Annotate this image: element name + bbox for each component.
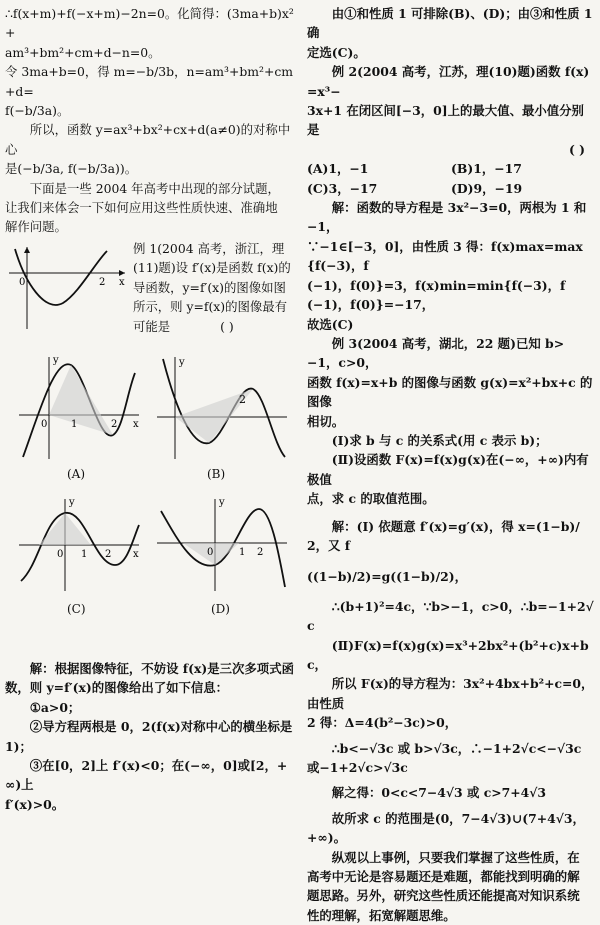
graph-a [15,353,145,463]
svg-text:1: 1 [71,418,78,430]
svg-text:x: x [119,276,125,288]
text-line: ∴f(x+m)+f(−x+m)−2n=0。化简得：(3ma+b)x²+ [5,6,294,41]
text-line: ∵−1∈[−3，0]，由性质 3 得：f(x)max=max{f(−3)，f [307,238,583,274]
svg-text:2: 2 [111,418,118,430]
text-line: ∴b<−√3c 或 b>√3c，∴−1+2√c<−√3c [331,740,582,756]
option-b: (B)1，−17 [451,161,522,177]
text-line: 所以，函数 y=ax³+bx²+cx+d(a≠0)的对称中心 [5,122,291,157]
text-line: 例 3(2004 高考，湖北，22 题)已知 b>−1，c>0， [307,335,565,371]
left-column [5,4,295,814]
text-line: 解：(Ⅰ) 依题意 f′(x)=g′(x)，得 x=(1−b)/2，又 f [307,518,580,553]
svg-text:y: y [179,356,185,368]
text-line: 故选(C) [307,316,354,332]
text-line: 是(−b/3a, f(−b/3a))。 [5,161,138,177]
options-row [307,179,595,198]
text-line: 解：根据图像特征，不妨设 f(x)是三次多项式函 [29,660,294,676]
graph-d [153,495,293,595]
text-line: am³+bm²+cm+d−n=0。 [5,44,161,60]
svg-text:0: 0 [207,546,214,558]
option-a: (A)1，−1 [307,161,369,177]
svg-text:1: 1 [81,548,88,560]
text-line: 令 3ma+b=0，得 m=−b/3b，n=am³+bm²+cm+d= [5,64,294,99]
svg-text:y: y [53,354,59,366]
svg-text:x: x [133,418,139,430]
text-line: 点，求 c 的取值范围。 [307,491,435,507]
text-line: 故所求 c 的范围是(0，7−4√3)∪(7+4√3， [331,810,585,826]
text-line: 定选(C)。 [307,44,366,60]
answer-paren: ( ) [568,141,585,157]
text-line: ②导方程两根是 0，2(f(x)对称中心的横坐标是 [29,719,293,735]
text-line: 解作问题。 [5,219,67,235]
text-line: 纵观以上事例，只要我们掌握了这些性质，在 [331,849,580,865]
text-line: 由①和性质 1 可排除(B)、(D)；由③和性质 1 确 [307,6,593,41]
text-line: 解：函数的导方程是 3x²−3=0，两根为 1 和−1， [307,200,587,235]
text-line: ((1−b)/2)=g((1−b)/2)， [307,569,467,585]
option-c: (C)3，−17 [307,180,378,196]
text-line: 或−1+2√c>√3c [307,760,408,776]
svg-text:2: 2 [99,276,106,288]
option-d: (D)9，−19 [451,180,523,196]
graph-a-label: (A) [67,466,86,481]
text-line: 下面是一些 2004 年高考中出现的部分试题， [29,180,280,196]
right-column [307,4,595,925]
text-line: 题思路。另外，研究这些性质还能提高对知识系统 [307,888,580,904]
svg-text:2: 2 [239,392,246,406]
options-row [307,159,595,178]
text-line: ①a>0； [29,699,81,715]
text-line: (Ⅱ)设函数 F(x)=f(x)g(x)在(−∞，+∞)内有极值 [307,452,589,487]
answer-paren: ( ) [220,318,234,334]
text-line: 函数 f(x)=x+b 的图像与函数 g(x)=x²+bx+c 的图像 [307,374,593,410]
text-line: +∞)。 [307,830,346,846]
example-1-text: 例 1(2004 高考，浙江，理(11)题)设 f′(x)是函数 f(x)的导函数，y=f′(x)的图像如图所示，则 y=f(x)的图像最有可能是 [133,240,291,334]
text-line: 1)； [5,738,32,754]
example-1-block [5,239,295,349]
option-graphs [5,353,295,643]
svg-text:0: 0 [57,548,64,560]
svg-text:0: 0 [19,276,26,288]
text-line: f′(x)>0。 [5,796,65,812]
text-line: 数，则 y=f′(x)的图像给出了如下信息： [5,680,229,696]
text-line: f(−b/3a)。 [5,103,70,119]
svg-text:2: 2 [105,548,112,560]
svg-text:y: y [69,496,75,508]
text-line: 解之得：0<c<7−4√3 或 c>7+4√3 [331,785,547,801]
text-line: 例 2(2004 高考，江苏，理(10)题)函数 f(x)=x³− [307,64,590,99]
text-line: (Ⅰ)求 b 与 c 的关系式(用 c 表示 b)； [331,432,548,448]
text-line: (Ⅱ)F(x)=f(x)g(x)=x³+2bx²+(b²+c)x+bc， [307,637,589,672]
text-line: 2 得：Δ=4(b²−3c)>0， [307,715,458,731]
svg-text:0: 0 [41,418,48,430]
graph-d-label: (D) [211,601,230,616]
graph-c-label: (C) [67,601,86,616]
text-line: ∴(b+1)²=4c，∵b>−1，c>0，∴b=−1+2√c [307,598,594,634]
graph-b [153,353,293,463]
text-line: 性的理解，拓宽解题思维。 [307,907,456,923]
text-line: 所以 F(x)的导方程为：3x²+4bx+b²+c=0，由性质 [307,676,594,711]
svg-text:1: 1 [239,546,246,558]
text-line: 高考中无论是容易题还是难题，都能找到明确的解 [307,869,580,885]
text-line: 3x+1 在闭区间[−3，0]上的最大值、最小值分别是 [307,103,584,138]
svg-text:x: x [133,548,139,560]
graph-c [15,495,145,595]
graph-b-label: (B) [207,466,226,481]
svg-text:2: 2 [257,546,264,558]
text-line: 相切。 [307,413,345,429]
text-line: 让我们来体会一下如何应用这些性质快速、准确地 [5,200,278,216]
text-line: (−1)，f(0)}=3，f(x)min=min{f(−3)，f(−1)，f(0)}=−17， [307,277,566,313]
derivative-graph-figure [5,243,130,333]
text-line: ③在[0，2]上 f′(x)<0；在(−∞，0]或[2，+∞)上 [5,757,288,793]
svg-text:y: y [219,496,225,508]
